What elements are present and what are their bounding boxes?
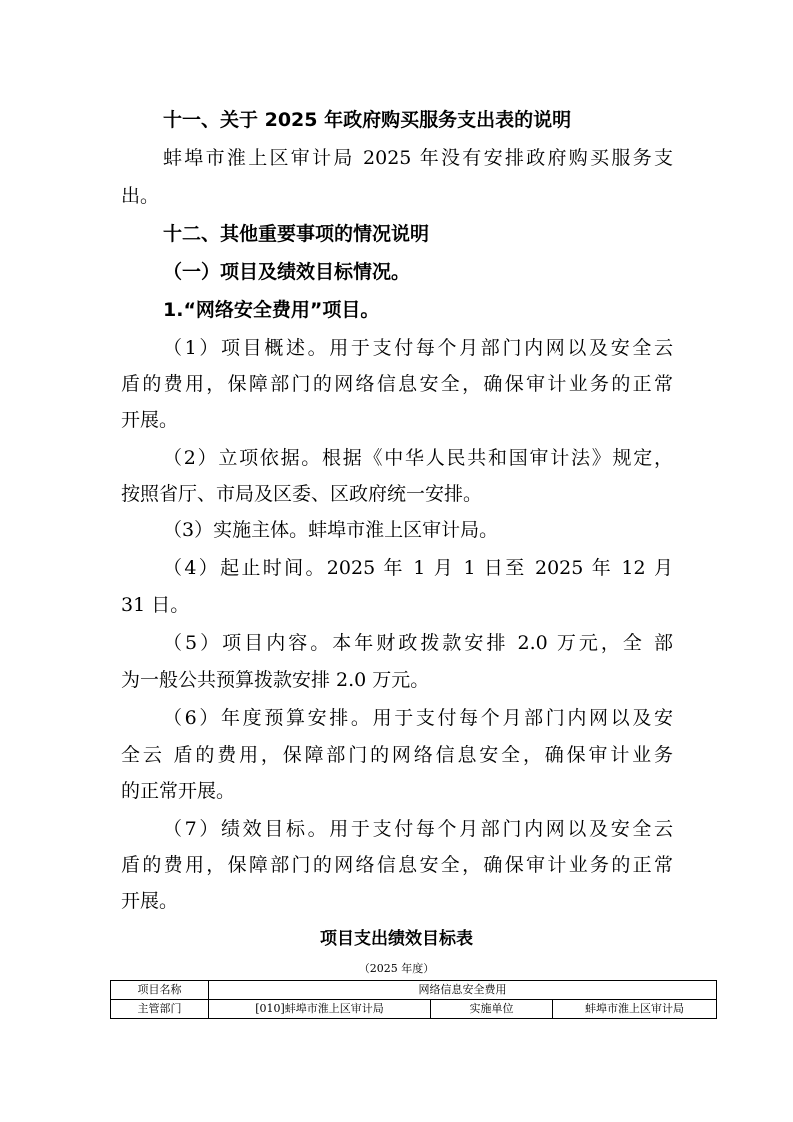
- p2-line-2: 按照省厅、市局及区委、区政府统一安排。: [121, 483, 483, 505]
- department-value: [010]蚌埠市淮上区审计局: [209, 1000, 431, 1019]
- section-11-body-line-2: 出。: [121, 185, 160, 207]
- p1-line-3: 开展。: [121, 409, 179, 431]
- table-row: [111, 981, 717, 1000]
- p5-line-2: 为一般公共预算拨款安排 2.0 万元。: [121, 669, 430, 691]
- performance-target-table: [110, 980, 717, 1019]
- department-label: 主管部门: [111, 1000, 209, 1019]
- p7-line-3: 开展。: [121, 890, 179, 912]
- item-1-heading: 1.“网络安全费用”项目。: [163, 299, 380, 321]
- implementing-unit-label: 实施单位: [431, 1000, 553, 1019]
- p6-line-3: 的正常开展。: [121, 780, 236, 802]
- section-12-heading: 十二、其他重要事项的情况说明: [163, 223, 430, 245]
- p1-line-1: （1）项目概述。用于支付每个月部门内网以及安全云: [163, 337, 673, 359]
- p4-line-2: 31 日。: [121, 594, 190, 616]
- p6-line-1: （6）年度预算安排。用于支付每个月部门内网以及安: [163, 707, 673, 729]
- p2-line-1: （2）立项依据。根据《中华人民共和国审计法》规定，: [163, 447, 673, 469]
- p7-line-1: （7）绩效目标。用于支付每个月部门内网以及安全云: [163, 818, 673, 840]
- p5-line-1: （5）项目内容。本年财政拨款安排 2.0 万元，全 部: [163, 632, 673, 654]
- subsection-1-heading: （一）项目及绩效目标情况。: [163, 261, 411, 283]
- table-year: （2025 年度）: [358, 962, 435, 975]
- p4-line-1: （4）起止时间。2025 年 1 月 1 日至 2025 年 12 月: [163, 557, 673, 579]
- table-row: [111, 1000, 717, 1019]
- project-name-value: 网络信息安全费用: [209, 981, 717, 1000]
- project-name-label: 项目名称: [111, 981, 209, 1000]
- section-11-body-line-1: 蚌埠市淮上区审计局 2025 年没有安排政府购买服务支: [163, 147, 673, 169]
- implementing-unit-value: 蚌埠市淮上区审计局: [553, 1000, 717, 1019]
- p1-line-2: 盾的费用，保障部门的网络信息安全，确保审计业务的正常: [121, 373, 673, 395]
- p7-line-2: 盾的费用，保障部门的网络信息安全，确保审计业务的正常: [121, 854, 673, 876]
- p3-line-1: （3）实施主体。蚌埠市淮上区审计局。: [163, 519, 499, 541]
- section-11-heading: 十一、关于 2025 年政府购买服务支出表的说明: [163, 109, 572, 131]
- table-title: 项目支出绩效目标表: [320, 929, 473, 949]
- p6-line-2: 全云 盾的费用，保障部门的网络信息安全，确保审计业务: [121, 744, 673, 766]
